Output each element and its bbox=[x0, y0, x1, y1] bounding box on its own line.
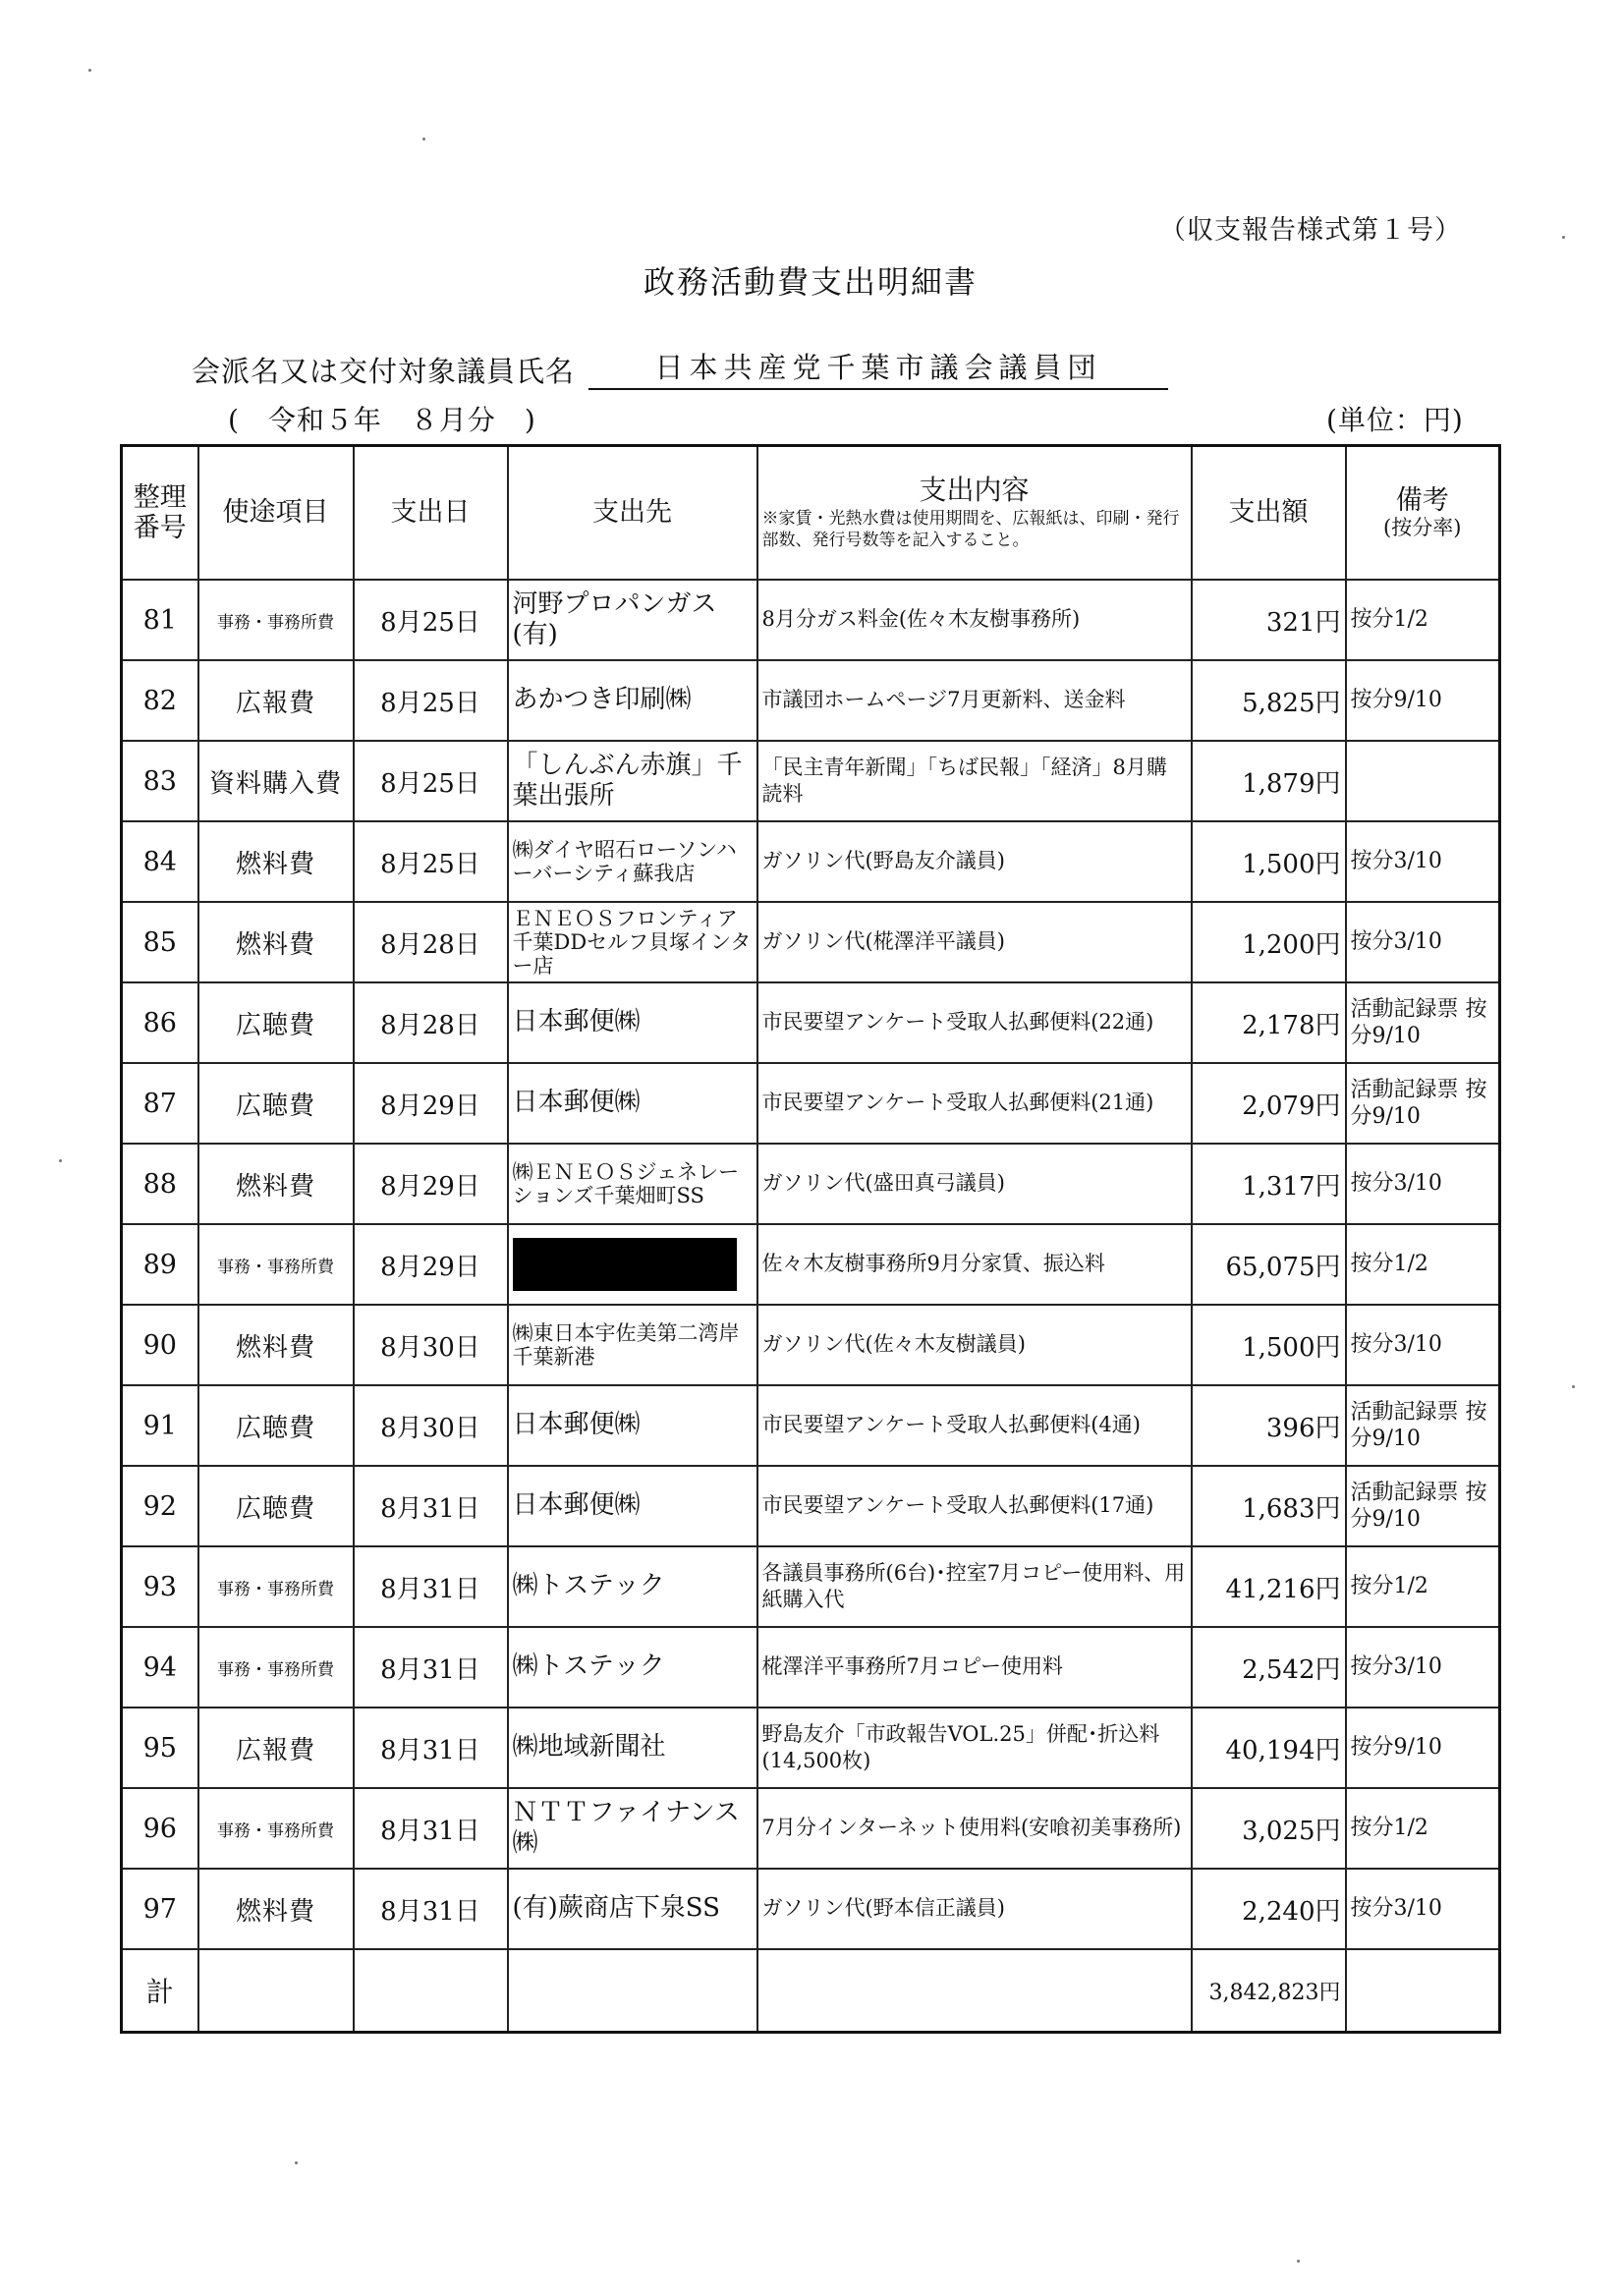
cell-date: 8月29日 bbox=[354, 1224, 508, 1305]
cell-detail: 野島友介「市政報告VOL.25」併配･折込料(14,500枚) bbox=[757, 1708, 1192, 1788]
cell-date: 8月28日 bbox=[354, 982, 508, 1063]
cell-category: 広報費 bbox=[198, 660, 354, 741]
cell-date: 8月25日 bbox=[354, 821, 508, 902]
cell-payee: ㈱トステック bbox=[508, 1627, 757, 1708]
cell-amount: 2,079円 bbox=[1192, 1063, 1346, 1144]
cell-detail: 市議団ホームページ7月更新料、送金料 bbox=[757, 660, 1192, 741]
cell-remarks: 活動記録票 按分9/10 bbox=[1346, 1385, 1500, 1466]
total-empty-cell bbox=[1346, 1949, 1500, 2033]
cell-category: 燃料費 bbox=[198, 1144, 354, 1224]
cell-detail: ガソリン代(野島友介議員) bbox=[757, 821, 1192, 902]
table-row bbox=[122, 1788, 1500, 1869]
cell-payee: 河野プロパンガス(有) bbox=[508, 580, 757, 660]
document-title: 政務活動費支出明細書 bbox=[644, 263, 979, 301]
total-row bbox=[122, 1949, 1500, 2033]
table-row bbox=[122, 821, 1500, 902]
cell-amount: 40,194円 bbox=[1192, 1708, 1346, 1788]
cell-amount: 1,683円 bbox=[1192, 1466, 1346, 1546]
scan-speck bbox=[59, 1159, 62, 1162]
cell-detail: ガソリン代(椛澤洋平議員) bbox=[757, 902, 1192, 982]
cell-category: 広聴費 bbox=[198, 1063, 354, 1144]
cell-detail: 椛澤洋平事務所7月コピー使用料 bbox=[757, 1627, 1192, 1708]
cell-amount: 2,178円 bbox=[1192, 982, 1346, 1063]
table-row bbox=[122, 1305, 1500, 1385]
reporting-period: ( 令和５年 ８月分 ) bbox=[228, 404, 536, 436]
cell-amount: 1,500円 bbox=[1192, 1305, 1346, 1385]
redaction-block bbox=[513, 1238, 737, 1291]
cell-category: 事務・事務所費 bbox=[198, 1224, 354, 1305]
cell-payee: 日本郵便㈱ bbox=[508, 1063, 757, 1144]
cell-date: 8月31日 bbox=[354, 1627, 508, 1708]
table-body bbox=[122, 580, 1500, 2033]
total-empty-cell bbox=[508, 1949, 757, 2033]
cell-remarks: 按分3/10 bbox=[1346, 1869, 1500, 1949]
scan-speck bbox=[422, 138, 425, 140]
table-row bbox=[122, 660, 1500, 741]
table-row bbox=[122, 1224, 1500, 1305]
cell-category: 広聴費 bbox=[198, 1466, 354, 1546]
total-amount: 3,842,823円 bbox=[1192, 1949, 1346, 2033]
cell-remarks: 按分3/10 bbox=[1346, 902, 1500, 982]
cell-no: 88 bbox=[122, 1144, 198, 1224]
cell-remarks: 按分9/10 bbox=[1346, 660, 1500, 741]
cell-amount: 1,317円 bbox=[1192, 1144, 1346, 1224]
cell-no: 82 bbox=[122, 660, 198, 741]
cell-no: 96 bbox=[122, 1788, 198, 1869]
cell-remarks: 按分1/2 bbox=[1346, 1788, 1500, 1869]
cell-date: 8月25日 bbox=[354, 660, 508, 741]
header-payee: 支出先 bbox=[508, 446, 757, 581]
cell-no: 84 bbox=[122, 821, 198, 902]
cell-payee: ㈱ＥＮＥＯＳジェネレーションズ千葉畑町SS bbox=[508, 1144, 757, 1224]
cell-no: 81 bbox=[122, 580, 198, 660]
total-empty-cell bbox=[757, 1949, 1192, 2033]
cell-detail: ガソリン代(野本信正議員) bbox=[757, 1869, 1192, 1949]
cell-date: 8月28日 bbox=[354, 902, 508, 982]
cell-payee: (有)蕨商店下泉SS bbox=[508, 1869, 757, 1949]
table-row bbox=[122, 1869, 1500, 1949]
cell-no: 87 bbox=[122, 1063, 198, 1144]
header-no: 整理番号 bbox=[122, 446, 198, 581]
cell-payee: ＮＴＴファイナンス㈱ bbox=[508, 1788, 757, 1869]
table-header-row bbox=[122, 446, 1500, 581]
cell-category: 事務・事務所費 bbox=[198, 1627, 354, 1708]
cell-remarks: 活動記録票 按分9/10 bbox=[1346, 1466, 1500, 1546]
cell-date: 8月29日 bbox=[354, 1063, 508, 1144]
cell-date: 8月25日 bbox=[354, 741, 508, 821]
cell-date: 8月31日 bbox=[354, 1708, 508, 1788]
cell-no: 97 bbox=[122, 1869, 198, 1949]
header-remarks bbox=[1346, 446, 1500, 581]
table-row bbox=[122, 1063, 1500, 1144]
cell-date: 8月31日 bbox=[354, 1466, 508, 1546]
cell-detail: 8月分ガス料金(佐々木友樹事務所) bbox=[757, 580, 1192, 660]
cell-category: 燃料費 bbox=[198, 1305, 354, 1385]
cell-amount: 41,216円 bbox=[1192, 1546, 1346, 1627]
cell-amount: 5,825円 bbox=[1192, 660, 1346, 741]
cell-detail: 7月分インターネット使用料(安喰初美事務所) bbox=[757, 1788, 1192, 1869]
table-row bbox=[122, 1708, 1500, 1788]
cell-detail: 市民要望アンケート受取人払郵便料(22通) bbox=[757, 982, 1192, 1063]
scan-speck bbox=[1572, 1385, 1575, 1388]
cell-amount: 1,200円 bbox=[1192, 902, 1346, 982]
cell-date: 8月31日 bbox=[354, 1546, 508, 1627]
cell-payee: ㈱ダイヤ昭石ローソンハーバーシティ蘇我店 bbox=[508, 821, 757, 902]
cell-date: 8月30日 bbox=[354, 1305, 508, 1385]
cell-remarks: 活動記録票 按分9/10 bbox=[1346, 1063, 1500, 1144]
cell-payee bbox=[508, 1224, 757, 1305]
cell-amount: 321円 bbox=[1192, 580, 1346, 660]
organization-name: 日本共産党千葉市議会議員団 bbox=[588, 346, 1168, 390]
total-label: 計 bbox=[122, 1949, 198, 2033]
scan-speck bbox=[1562, 236, 1565, 239]
total-empty-cell bbox=[354, 1949, 508, 2033]
form-id: （収支報告様式第１号） bbox=[1159, 215, 1462, 246]
cell-no: 83 bbox=[122, 741, 198, 821]
header-remarks-label: 備考 bbox=[1395, 485, 1449, 517]
cell-amount: 1,879円 bbox=[1192, 741, 1346, 821]
header-amount: 支出額 bbox=[1192, 446, 1346, 581]
cell-detail: ガソリン代(佐々木友樹議員) bbox=[757, 1305, 1192, 1385]
header-detail bbox=[757, 446, 1192, 581]
cell-amount: 1,500円 bbox=[1192, 821, 1346, 902]
cell-payee: 日本郵便㈱ bbox=[508, 1385, 757, 1466]
cell-category: 広報費 bbox=[198, 1708, 354, 1788]
expenditure-table bbox=[120, 444, 1501, 2034]
cell-amount: 3,025円 bbox=[1192, 1788, 1346, 1869]
cell-payee: 「しんぶん赤旗」千葉出張所 bbox=[508, 741, 757, 821]
cell-no: 85 bbox=[122, 902, 198, 982]
cell-detail: 佐々木友樹事務所9月分家賃、振込料 bbox=[757, 1224, 1192, 1305]
cell-no: 93 bbox=[122, 1546, 198, 1627]
table-row bbox=[122, 1385, 1500, 1466]
cell-detail: 「民主青年新聞」「ちば民報」「経済」8月購読料 bbox=[757, 741, 1192, 821]
cell-remarks: 按分3/10 bbox=[1346, 1144, 1500, 1224]
cell-payee: ㈱地域新聞社 bbox=[508, 1708, 757, 1788]
cell-no: 94 bbox=[122, 1627, 198, 1708]
cell-category: 事務・事務所費 bbox=[198, 1788, 354, 1869]
cell-no: 95 bbox=[122, 1708, 198, 1788]
cell-remarks: 按分1/2 bbox=[1346, 1546, 1500, 1627]
cell-category: 事務・事務所費 bbox=[198, 580, 354, 660]
cell-detail: 市民要望アンケート受取人払郵便料(4通) bbox=[757, 1385, 1192, 1466]
cell-no: 89 bbox=[122, 1224, 198, 1305]
cell-payee: ㈱トステック bbox=[508, 1546, 757, 1627]
cell-detail: 市民要望アンケート受取人払郵便料(21通) bbox=[757, 1063, 1192, 1144]
scan-speck bbox=[88, 69, 91, 72]
cell-remarks: 按分3/10 bbox=[1346, 1305, 1500, 1385]
table-row bbox=[122, 982, 1500, 1063]
scan-speck bbox=[1297, 2260, 1300, 2263]
table-row bbox=[122, 1466, 1500, 1546]
cell-category: 燃料費 bbox=[198, 902, 354, 982]
header-date: 支出日 bbox=[354, 446, 508, 581]
cell-amount: 65,075円 bbox=[1192, 1224, 1346, 1305]
cell-category: 広聴費 bbox=[198, 982, 354, 1063]
cell-category: 資料購入費 bbox=[198, 741, 354, 821]
cell-no: 92 bbox=[122, 1466, 198, 1546]
cell-no: 91 bbox=[122, 1385, 198, 1466]
cell-payee: ＥＮＥＯＳフロンティア千葉DDセルフ貝塚インター店 bbox=[508, 902, 757, 982]
cell-remarks bbox=[1346, 741, 1500, 821]
cell-payee: 日本郵便㈱ bbox=[508, 982, 757, 1063]
scan-speck bbox=[295, 2161, 298, 2164]
cell-amount: 2,240円 bbox=[1192, 1869, 1346, 1949]
cell-payee: あかつき印刷㈱ bbox=[508, 660, 757, 741]
header-category: 使途項目 bbox=[198, 446, 354, 581]
header-detail-label: 支出内容 bbox=[919, 473, 1030, 506]
cell-remarks: 按分3/10 bbox=[1346, 1627, 1500, 1708]
table-row bbox=[122, 1144, 1500, 1224]
currency-unit: (単位：円) bbox=[1326, 404, 1464, 436]
cell-date: 8月25日 bbox=[354, 580, 508, 660]
total-empty-cell bbox=[198, 1949, 354, 2033]
cell-detail: 各議員事務所(6台)･控室7月コピー使用料、用紙購入代 bbox=[757, 1546, 1192, 1627]
organization-label: 会派名又は交付対象議員氏名 bbox=[192, 355, 576, 388]
cell-date: 8月31日 bbox=[354, 1788, 508, 1869]
cell-payee: 日本郵便㈱ bbox=[508, 1466, 757, 1546]
header-detail-note: ※家賃・光熱水費は使用期間を、広報紙は、印刷・発行部数、発行号数等を記入すること。 bbox=[761, 509, 1180, 551]
cell-remarks: 按分1/2 bbox=[1346, 580, 1500, 660]
table-row bbox=[122, 580, 1500, 660]
cell-date: 8月29日 bbox=[354, 1144, 508, 1224]
table-row bbox=[122, 741, 1500, 821]
cell-date: 8月30日 bbox=[354, 1385, 508, 1466]
cell-category: 燃料費 bbox=[198, 1869, 354, 1949]
organization-row bbox=[192, 346, 1168, 390]
table-row bbox=[122, 902, 1500, 982]
cell-category: 燃料費 bbox=[198, 821, 354, 902]
table-row bbox=[122, 1546, 1500, 1627]
cell-no: 86 bbox=[122, 982, 198, 1063]
cell-category: 広聴費 bbox=[198, 1385, 354, 1466]
cell-remarks: 按分9/10 bbox=[1346, 1708, 1500, 1788]
cell-detail: ガソリン代(盛田真弓議員) bbox=[757, 1144, 1192, 1224]
cell-no: 90 bbox=[122, 1305, 198, 1385]
cell-amount: 396円 bbox=[1192, 1385, 1346, 1466]
cell-amount: 2,542円 bbox=[1192, 1627, 1346, 1708]
header-remarks-sub: (按分率) bbox=[1383, 516, 1462, 540]
cell-payee: ㈱東日本宇佐美第二湾岸千葉新港 bbox=[508, 1305, 757, 1385]
cell-remarks: 活動記録票 按分9/10 bbox=[1346, 982, 1500, 1063]
cell-detail: 市民要望アンケート受取人払郵便料(17通) bbox=[757, 1466, 1192, 1546]
cell-category: 事務・事務所費 bbox=[198, 1546, 354, 1627]
cell-date: 8月31日 bbox=[354, 1869, 508, 1949]
table-row bbox=[122, 1627, 1500, 1708]
cell-remarks: 按分1/2 bbox=[1346, 1224, 1500, 1305]
cell-remarks: 按分3/10 bbox=[1346, 821, 1500, 902]
